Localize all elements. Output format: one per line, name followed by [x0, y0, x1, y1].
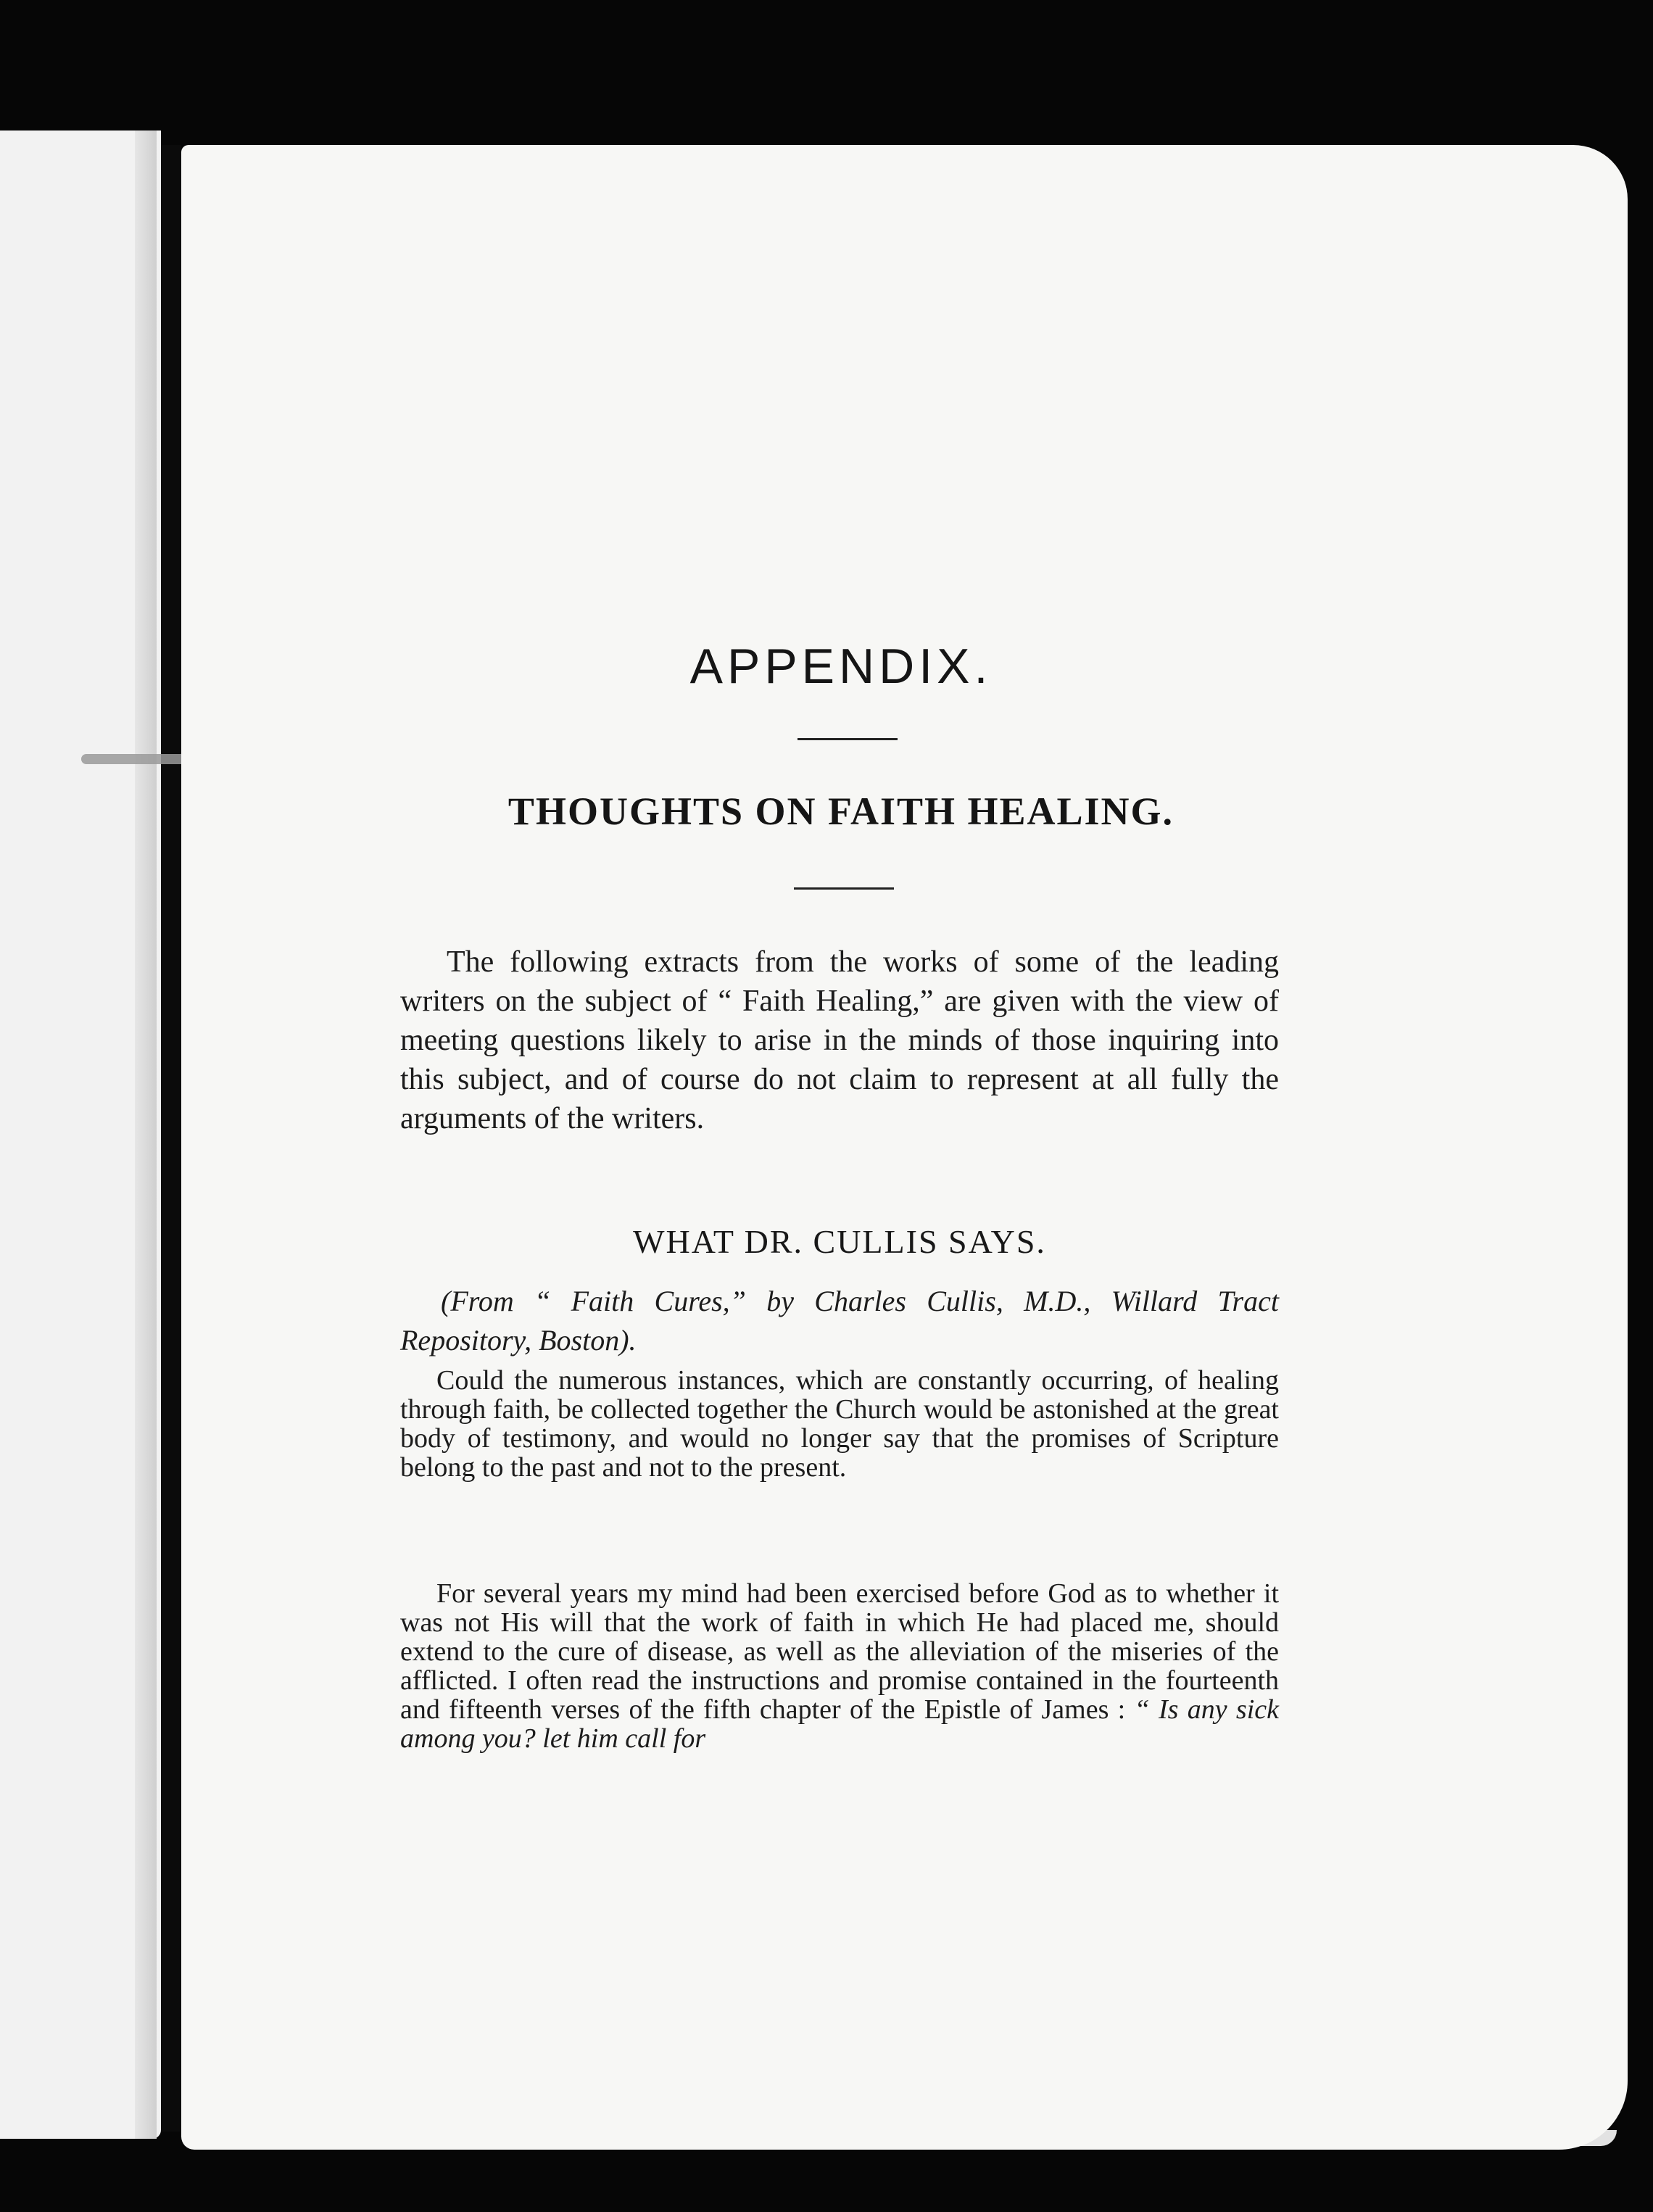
- subtitle-rule: [794, 887, 894, 890]
- source-citation: (From “ Faith Cures,” by Charles Cullis, M.D., Willard Tract Repository, Boston).: [400, 1285, 1279, 1356]
- book-spine: [161, 145, 181, 2132]
- body-paragraph-2: [400, 1579, 1279, 1753]
- scripture-quote: “ Is any sick among you? let him call for: [400, 1694, 1279, 1754]
- page-subtitle: THOUGHTS ON FAITH HEALING.: [508, 790, 1174, 833]
- body-paragraph-2-text: For several years my mind had been exercised before God as to whether it was not His will that the work of faith in which He had placed me, should extend to the cure of disease, as well as the alleviation of the miseries of the afflicted. I often read the instructions and promise contained in the fourteenth and fifteenth verses of the fifth chapter of the Epistle of James :: [400, 1578, 1279, 1725]
- body-paragraph-1: Could the numerous instances, which are constantly occurring, of healing through faith, be collected together the Church would be astonished at the great body of testimony, and would no longer say that the promises of Scripture belong to the past and not to the present.: [400, 1365, 1279, 1483]
- section-heading: WHAT DR. CULLIS SAYS.: [633, 1223, 1046, 1260]
- book-page: [181, 145, 1628, 2150]
- left-page: [0, 131, 161, 2139]
- page-title: APPENDIX.: [689, 639, 993, 694]
- title-rule: [798, 738, 898, 740]
- left-page-fold: [135, 131, 157, 2139]
- intro-paragraph: The following extracts from the works of some of the leading writers on the subject of “ Faith Healing,” are given with the view of meeting questions likely to arise in the minds of those inquiring into this subject, and of course do not claim to represent at all fully the arguments of the writers.: [400, 945, 1279, 1135]
